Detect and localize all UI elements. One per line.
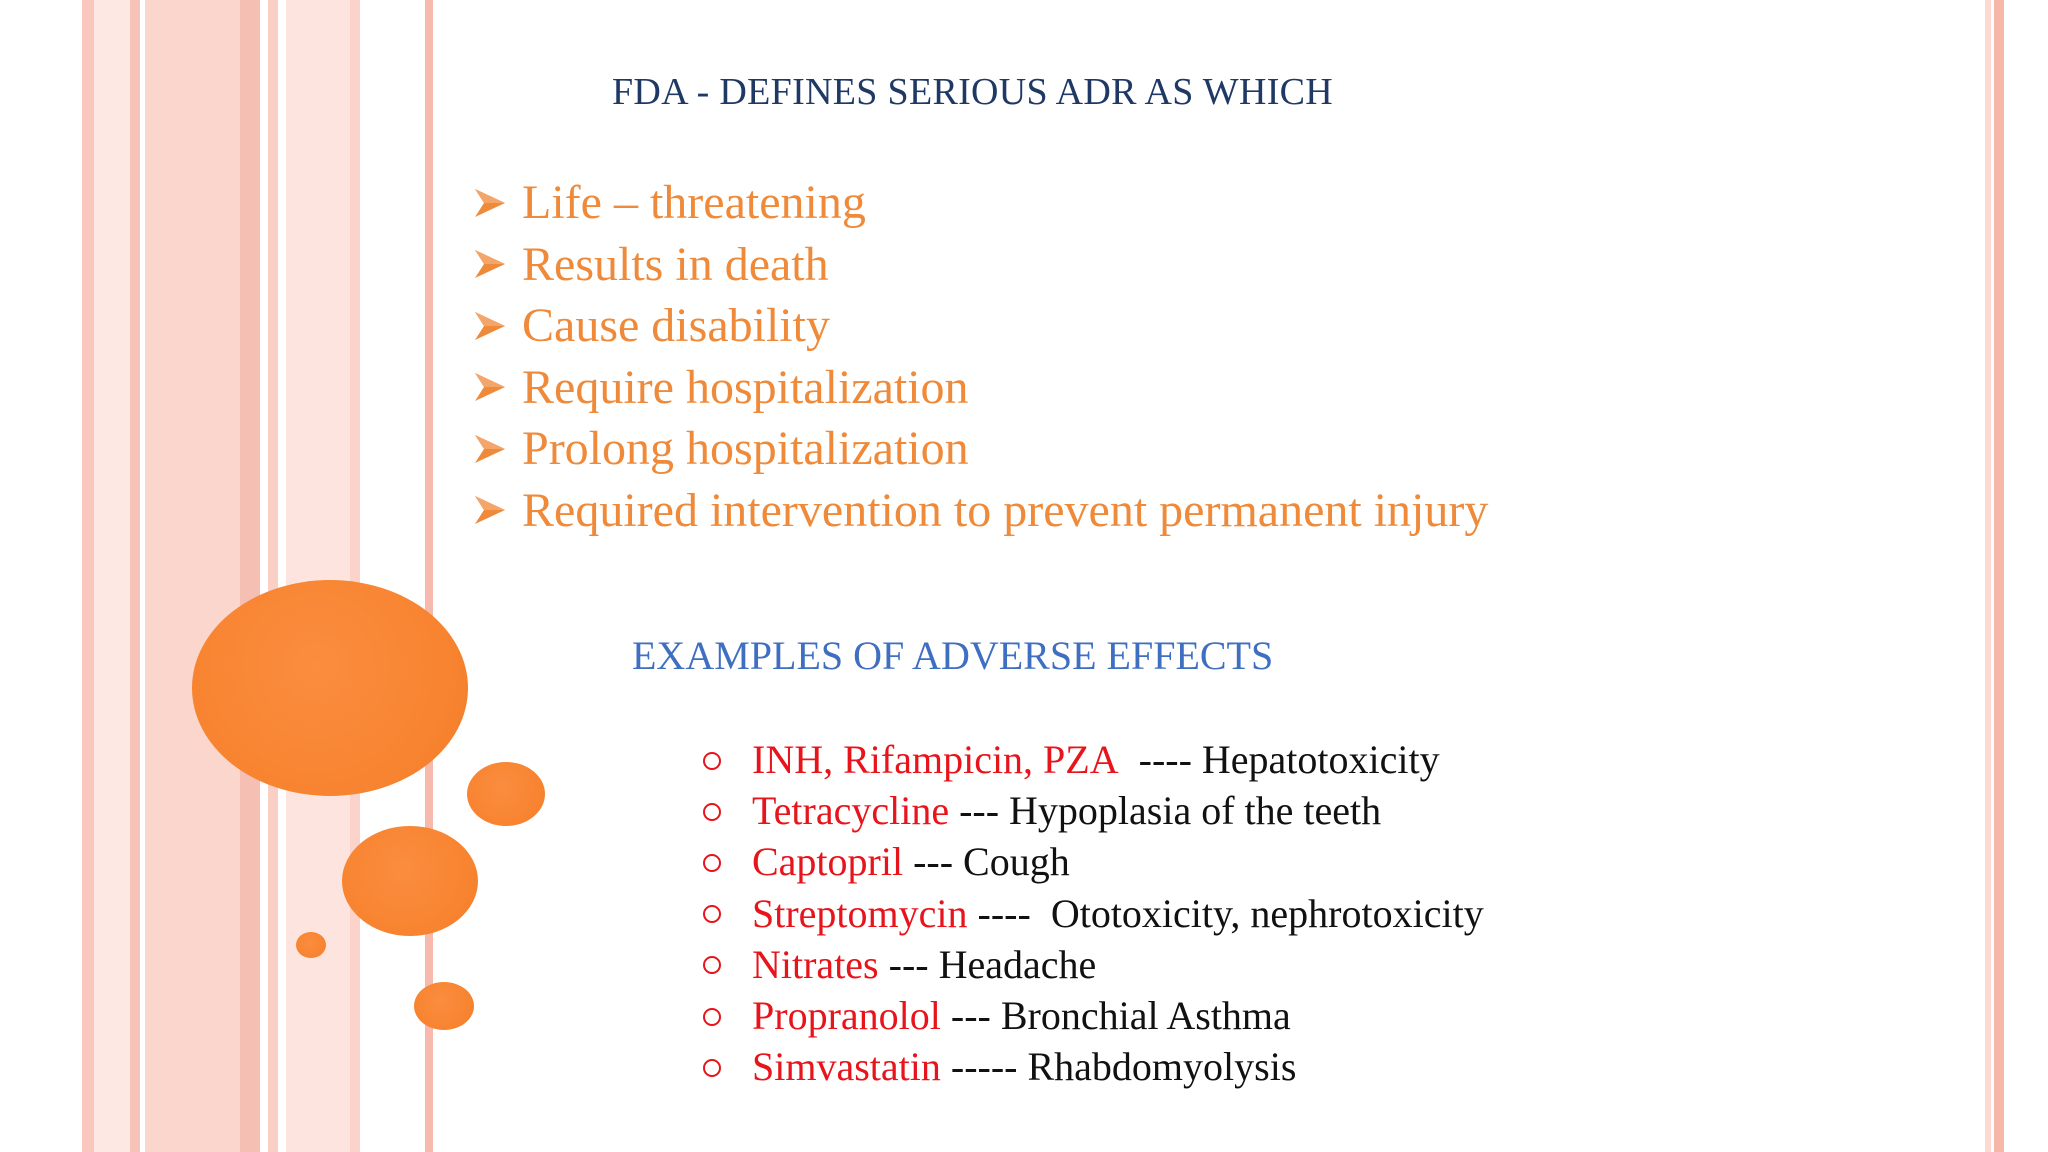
decor-stripe bbox=[350, 0, 360, 1152]
ring-bullet-icon bbox=[700, 850, 752, 874]
criteria-text: Prolong hospitalization bbox=[522, 422, 969, 476]
ring-bullet-icon bbox=[700, 748, 752, 772]
criteria-text: Results in death bbox=[522, 237, 829, 291]
example-item bbox=[700, 939, 1484, 990]
criteria-item bbox=[472, 480, 1488, 542]
ring-bullet-icon bbox=[700, 799, 752, 823]
drug-name: Simvastatin bbox=[752, 1044, 941, 1090]
criteria-text: Life – threatening bbox=[522, 176, 866, 230]
decor-stripe bbox=[82, 0, 94, 1152]
examples-heading: EXAMPLES OF ADVERSE EFFECTS bbox=[632, 633, 1274, 678]
adverse-effect: --- Hypoplasia of the teeth bbox=[949, 788, 1382, 834]
criteria-list bbox=[472, 172, 1488, 541]
criteria-text: Required intervention to prevent permanent injury bbox=[522, 483, 1489, 537]
drug-name: INH, Rifampicin, PZA bbox=[752, 737, 1119, 783]
adverse-effect: --- Headache bbox=[878, 941, 1097, 987]
criteria-item bbox=[472, 418, 1488, 480]
example-item bbox=[700, 785, 1484, 836]
examples-list bbox=[700, 734, 1484, 1092]
decor-circle-large bbox=[192, 580, 468, 796]
drug-name: Captopril bbox=[752, 839, 904, 885]
drug-name: Nitrates bbox=[752, 941, 879, 987]
example-item bbox=[700, 836, 1484, 887]
drug-name: Streptomycin bbox=[752, 890, 968, 936]
arrow-bullet-icon bbox=[472, 492, 522, 528]
example-item bbox=[700, 1041, 1484, 1092]
example-item bbox=[700, 888, 1484, 939]
criteria-text: Cause disability bbox=[522, 299, 830, 353]
decor-stripe bbox=[286, 0, 350, 1152]
drug-name: Tetracycline bbox=[752, 788, 950, 834]
decor-circle-small bbox=[467, 762, 545, 826]
decor-stripe bbox=[94, 0, 130, 1152]
adverse-effect: --- Bronchial Asthma bbox=[940, 993, 1291, 1039]
criteria-text: Require hospitalization bbox=[522, 360, 969, 414]
adverse-effect: ----- Rhabdomyolysis bbox=[940, 1044, 1297, 1090]
decor-stripe-right bbox=[1994, 0, 2004, 1152]
adverse-effect: ---- Hepatotoxicity bbox=[1118, 737, 1440, 783]
decor-stripe bbox=[425, 0, 433, 1152]
decor-stripe bbox=[145, 0, 240, 1152]
decor-stripe-right bbox=[1985, 0, 1991, 1152]
drug-name: Propranolol bbox=[752, 993, 941, 1039]
example-item bbox=[700, 990, 1484, 1041]
slide-title: FDA - DEFINES SERIOUS ADR AS WHICH bbox=[612, 71, 1334, 113]
arrow-bullet-icon bbox=[472, 246, 522, 282]
criteria-item bbox=[472, 295, 1488, 357]
ring-bullet-icon bbox=[700, 1004, 752, 1028]
arrow-bullet-icon bbox=[472, 185, 522, 221]
ring-bullet-icon bbox=[700, 952, 752, 976]
arrow-bullet-icon bbox=[472, 431, 522, 467]
example-item bbox=[700, 734, 1484, 785]
adverse-effect: --- Cough bbox=[903, 839, 1070, 885]
criteria-item bbox=[472, 172, 1488, 234]
decor-circle-medium bbox=[342, 826, 478, 936]
arrow-bullet-icon bbox=[472, 308, 522, 344]
arrow-bullet-icon bbox=[472, 369, 522, 405]
ring-bullet-icon bbox=[700, 901, 752, 925]
decor-stripe bbox=[130, 0, 140, 1152]
decor-stripe bbox=[268, 0, 278, 1152]
ring-bullet-icon bbox=[700, 1055, 752, 1079]
decor-circle-tiny bbox=[296, 932, 326, 958]
decor-circle-small bbox=[414, 982, 474, 1030]
adverse-effect: ---- Ototoxicity, nephrotoxicity bbox=[967, 890, 1484, 936]
criteria-item bbox=[472, 234, 1488, 296]
criteria-item bbox=[472, 357, 1488, 419]
decor-stripe bbox=[240, 0, 260, 1152]
